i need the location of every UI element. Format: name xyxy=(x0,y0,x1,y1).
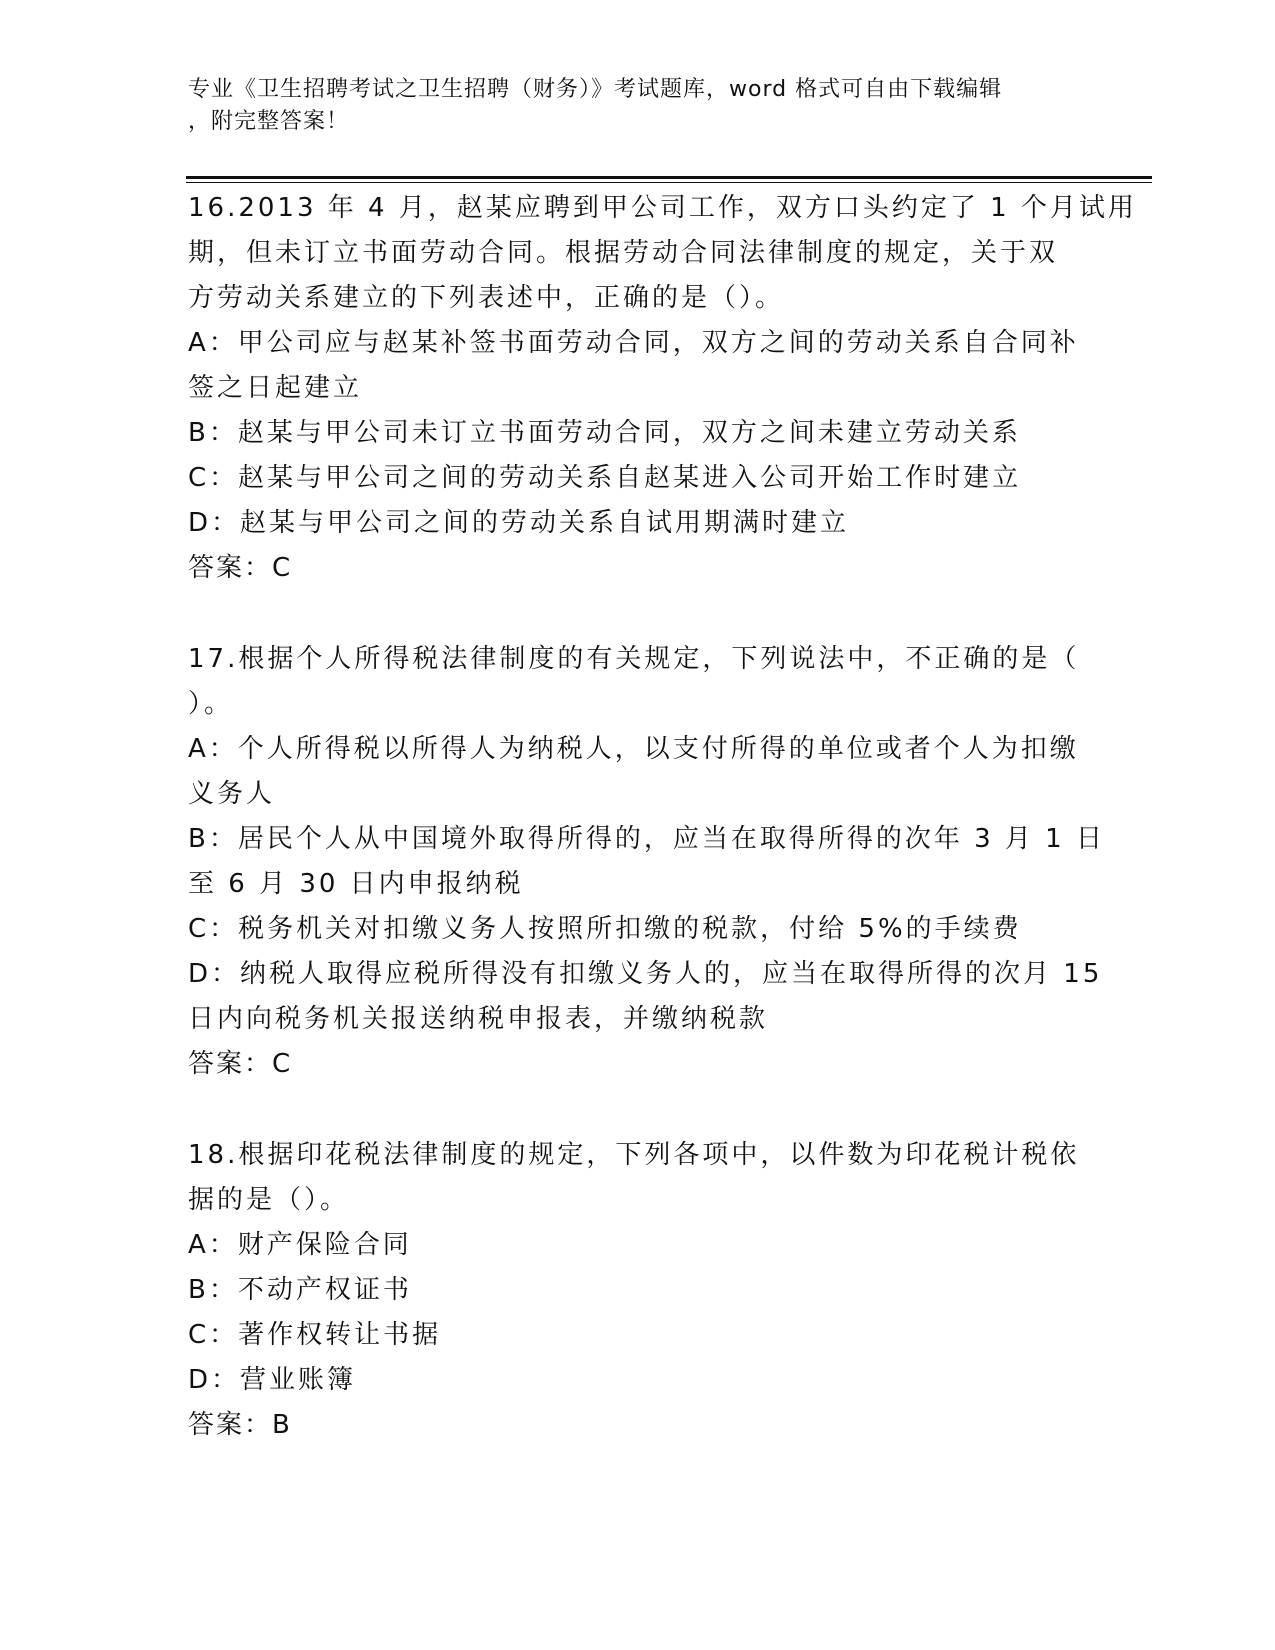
option-line: B：赵某与甲公司未订立书面劳动合同，双方之间未建立劳动关系 xyxy=(188,418,1021,448)
question-18 xyxy=(188,1133,1088,1448)
answer-line: 答案：C xyxy=(188,553,293,583)
question-stem-line: 18.根据印花税法律制度的规定，下列各项中，以件数为印花税计税依 xyxy=(188,1140,1080,1170)
option-line: 义务人 xyxy=(188,779,276,809)
question-stem-line: ）。 xyxy=(188,689,234,719)
question-stem-line: 期，但未订立书面劳动合同。根据劳动合同法律制度的规定，关于双 xyxy=(188,238,1059,268)
option-line: B：居民个人从中国境外取得所得的，应当在取得所得的次年 3 月 1 日 xyxy=(188,824,1105,854)
question-stem-line: 据的是（）。 xyxy=(188,1185,350,1215)
header-line: 专业《卫生招聘考试之卫生招聘（财务）》考试题库，word 格式可自由下载编辑 xyxy=(188,77,1003,102)
option-line: D：纳税人取得应税所得没有扣缴义务人的，应当在取得所得的次月 15 xyxy=(188,959,1103,989)
header-line: ，附完整答案！ xyxy=(188,109,350,134)
option-line: D：赵某与甲公司之间的劳动关系自试用期满时建立 xyxy=(188,508,850,538)
question-16 xyxy=(188,186,1137,591)
option-line: 至 6 月 30 日内申报纳税 xyxy=(188,869,524,899)
question-17 xyxy=(188,637,1105,1087)
answer-line: 答案：B xyxy=(188,1410,292,1440)
header-divider-thick xyxy=(186,176,1152,179)
option-line: B：不动产权证书 xyxy=(188,1275,412,1305)
question-stem-line: 方劳动关系建立的下列表述中，正确的是（）。 xyxy=(188,283,785,313)
option-line: C：税务机关对扣缴义务人按照所扣缴的税款，付给 5%的手续费 xyxy=(188,914,1022,944)
option-line: A：个人所得税以所得人为纳税人，以支付所得的单位或者个人为扣缴 xyxy=(188,734,1079,764)
question-stem-line: 17.根据个人所得税法律制度的有关规定，下列说法中，不正确的是（ xyxy=(188,644,1080,674)
option-line: A：财产保险合同 xyxy=(188,1230,412,1260)
document-header xyxy=(188,74,1088,138)
option-line: 签之日起建立 xyxy=(188,373,363,403)
option-line: 日内向税务机关报送纳税申报表，并缴纳税款 xyxy=(188,1004,769,1034)
answer-line: 答案：C xyxy=(188,1049,293,1079)
question-list xyxy=(188,186,1137,1448)
header-divider-thin xyxy=(186,182,1152,183)
option-line: D：营业账簿 xyxy=(188,1365,357,1395)
option-line: C：赵某与甲公司之间的劳动关系自赵某进入公司开始工作时建立 xyxy=(188,463,1022,493)
option-line: C：著作权转让书据 xyxy=(188,1320,442,1350)
option-line: A：甲公司应与赵某补签书面劳动合同，双方之间的劳动关系自合同补 xyxy=(188,328,1079,358)
question-stem-line: 16.2013 年 4 月，赵某应聘到甲公司工作，双方口头约定了 1 个月试用 xyxy=(188,193,1137,223)
